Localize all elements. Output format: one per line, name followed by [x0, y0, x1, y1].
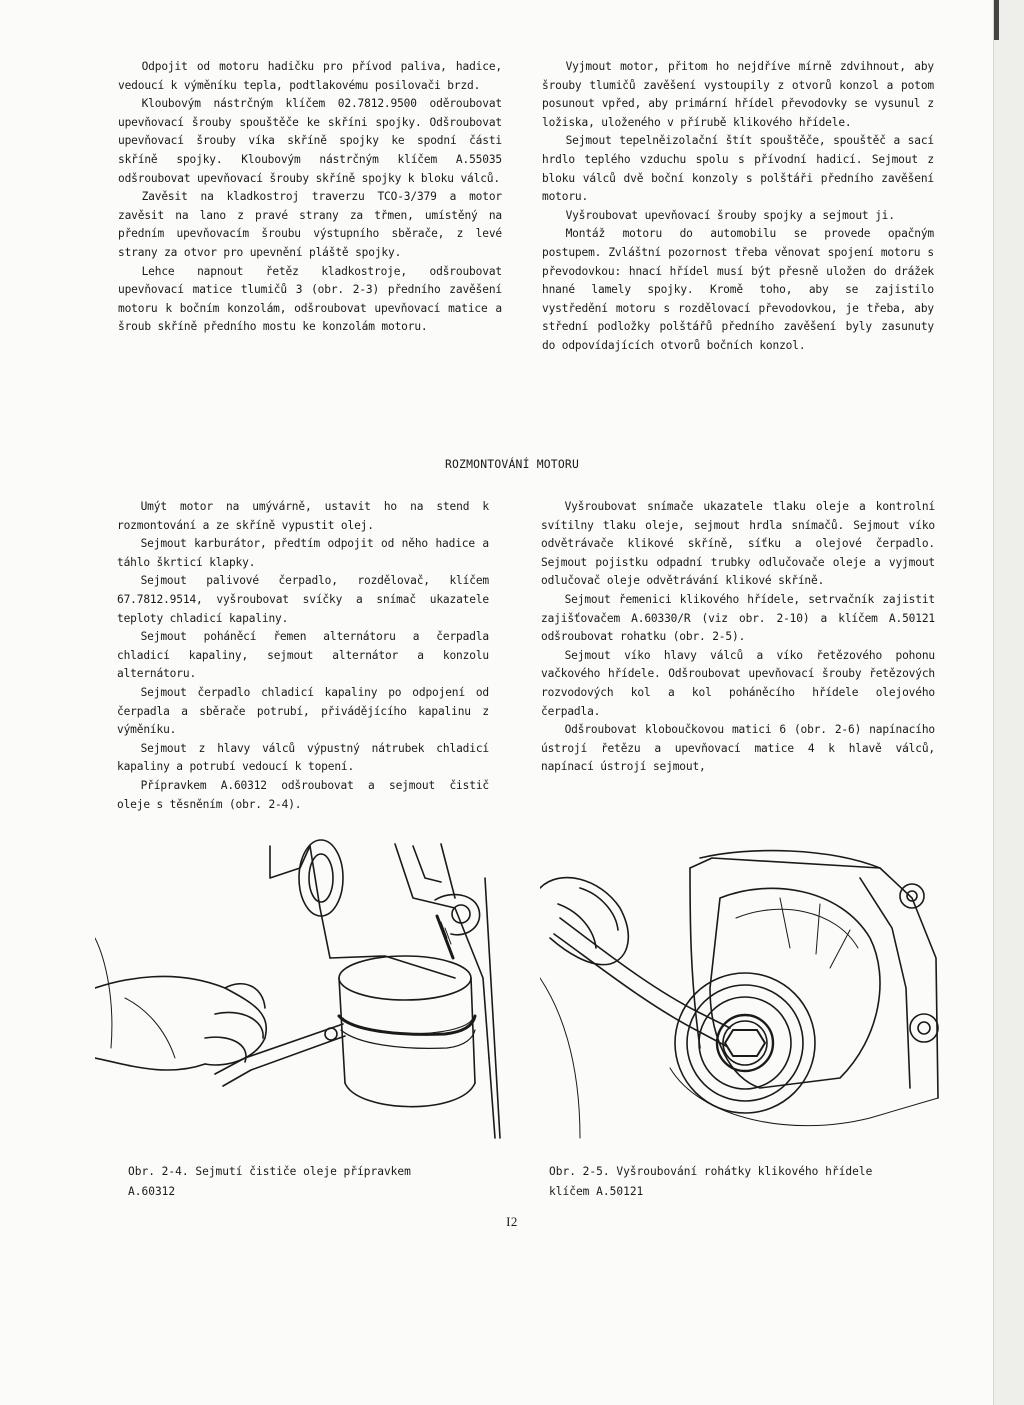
- bottom-right-column: [541, 498, 935, 777]
- figure-crankshaft-ratchet-removal: [540, 838, 940, 1153]
- paragraph: Sejmout víko hlavy válců a víko řetězového pohonu vačkového hřídele. Odšroubovat upevňovací šrouby řetězových rozvodových kol a kol poháněcího hřídele olejového čerpadla.: [541, 648, 935, 718]
- paragraph: Vyšroubovat snímače ukazatele tlaku oleje a kontrolní svítilny tlaku oleje, sejmout hrdla snímačů. Sejmout víko odvětrávače klikové skříně, síťku a olejové čerpadlo. Sejmout pojistku odpadní trubky odlučovače oleje a vyjmout odlučovač oleje odvětrávání klikové skříně.: [541, 500, 935, 588]
- caption-figure-2-4: [128, 1162, 508, 1202]
- paragraph: Sejmout řemenici klikového hřídele, setrvačník zajistit zajišťovačem A.60330/R (viz obr. 2-10) a klíčem A.50121 odšroubovat rohatku (obr. 2-5).: [541, 592, 935, 644]
- paragraph: Lehce napnout řetěz kladkostroje, odšroubovat upevňovací matice tlumičů 3 (obr. 2-3) předního zavěšení motoru k bočním konzolám, odšroubovat upevňovací matice a šroub skříně předního mostu ke konzolám motoru.: [118, 264, 502, 334]
- paragraph: Sejmout poháněcí řemen alternátoru a čerpadla chladicí kapaliny, sejmout alternátor a konzolu alternátoru.: [117, 630, 489, 681]
- caption-line: klíčem A.50121: [549, 1185, 644, 1198]
- paragraph: Umýt motor na umývárně, ustavit ho na stend k rozmontování a ze skříně vypustit olej.: [117, 500, 489, 532]
- page-number: I2: [506, 1214, 518, 1229]
- top-right-column: [542, 58, 934, 356]
- section-heading: ROZMONTOVÁNÍ MOTORU: [444, 457, 580, 471]
- paragraph: Odšroubovat kloboučkovou matici 6 (obr. 2-6) napínacího ústrojí řetězu a upevňovací matice 4 k hlavě válců, napínací ústrojí sejmout,: [541, 723, 935, 774]
- bottom-left-column: [117, 498, 489, 814]
- scan-mark: [994, 0, 999, 40]
- paragraph: Sejmout palivové čerpadlo, rozdělovač, klíčem 67.7812.9514, vyšroubovat svíčky a snímač ukazatele teploty chladicí kapaliny.: [117, 574, 489, 625]
- paragraph: Montáž motoru do automobilu se provede opačným postupem. Zvláštní pozornost třeba věnovat spojení motoru s převodovkou: hnací hřídel musí být přesně uložen do drážek hnané lamely spojky. Kromě toho, aby se zajistilo vystředění motoru s rozdělovací převodovkou, je třeba, aby střední podložky polštářů předního zavěšení byly zasunuty do odpovídajících otvorů bočních konzol.: [542, 227, 934, 352]
- paragraph: Sejmout karburátor, předtím odpojit od něho hadice a táhlo škrticí klapky.: [117, 537, 489, 569]
- paragraph: Sejmout tepelněizolační štít spouštěče, spouštěč a sací hrdlo teplého vzduchu spolu s přívodní hadicí. Sejmout z bloku válců dvě boční konzoly s polštáři předního zavěšení motoru.: [542, 134, 934, 204]
- paragraph: Zavěsit na kladkostroj traverzu TCO-3/379 a motor zavěsit na lano z pravé strany za třmen, umístěný na předním upevňovacím šroubu výstupního sběrače, z levé strany za otvor pro upevnění pláště spojky.: [118, 190, 502, 259]
- caption-figure-2-5: [549, 1162, 939, 1202]
- paragraph: Přípravkem A.60312 odšroubovat a sejmout čistič oleje s těsněním (obr. 2-4).: [117, 778, 489, 811]
- paragraph: Vyjmout motor, přitom ho nejdříve mírně zdvihnout, aby šrouby tlumičů zavěšení vystoupily z otvorů konzol a potom posunout vpřed, aby primární hřídel převodovky se vysunul z ložiska, uloženého v přírubě klikového hřídele.: [542, 60, 934, 129]
- top-left-column: [118, 58, 502, 337]
- caption-line: Obr. 2-4. Sejmutí čističe oleje přípravkem: [128, 1165, 411, 1178]
- caption-line: Obr. 2-5. Vyšroubování rohátky klikového hřídele: [549, 1165, 873, 1178]
- page-edge: [993, 0, 1024, 1405]
- paragraph: Vyšroubovat upevňovací šrouby spojky a sejmout ji.: [565, 208, 895, 222]
- caption-line: A.60312: [128, 1185, 176, 1198]
- figure-oil-filter-removal: [95, 838, 505, 1153]
- paragraph: Sejmout z hlavy válců výpustný nátrubek chladicí kapaliny a potrubí vedoucí k topení.: [117, 741, 489, 774]
- paragraph: Sejmout čerpadlo chladicí kapaliny po odpojení od čerpadla a sběrače potrubí, přivádějícího kapalinu z výměníku.: [117, 685, 489, 737]
- paragraph: Kloubovým nástrčným klíčem 02.7812.9500 oděroubovat upevňovací šrouby spouštěče ke skříni spojky. Odšroubovat upevňovací šrouby víka skříně spojky ke spodní části skříně spojky. Kloubovým nástrčným klíčem A.55035 odšroubovat upevňovací šrouby skříně spojky k bloku válců.: [118, 97, 502, 185]
- paragraph: Odpojit od motoru hadičku pro přívod paliva, hadice, vedoucí k výměníku tepla, podtlakovému posilovači brzd.: [118, 60, 502, 92]
